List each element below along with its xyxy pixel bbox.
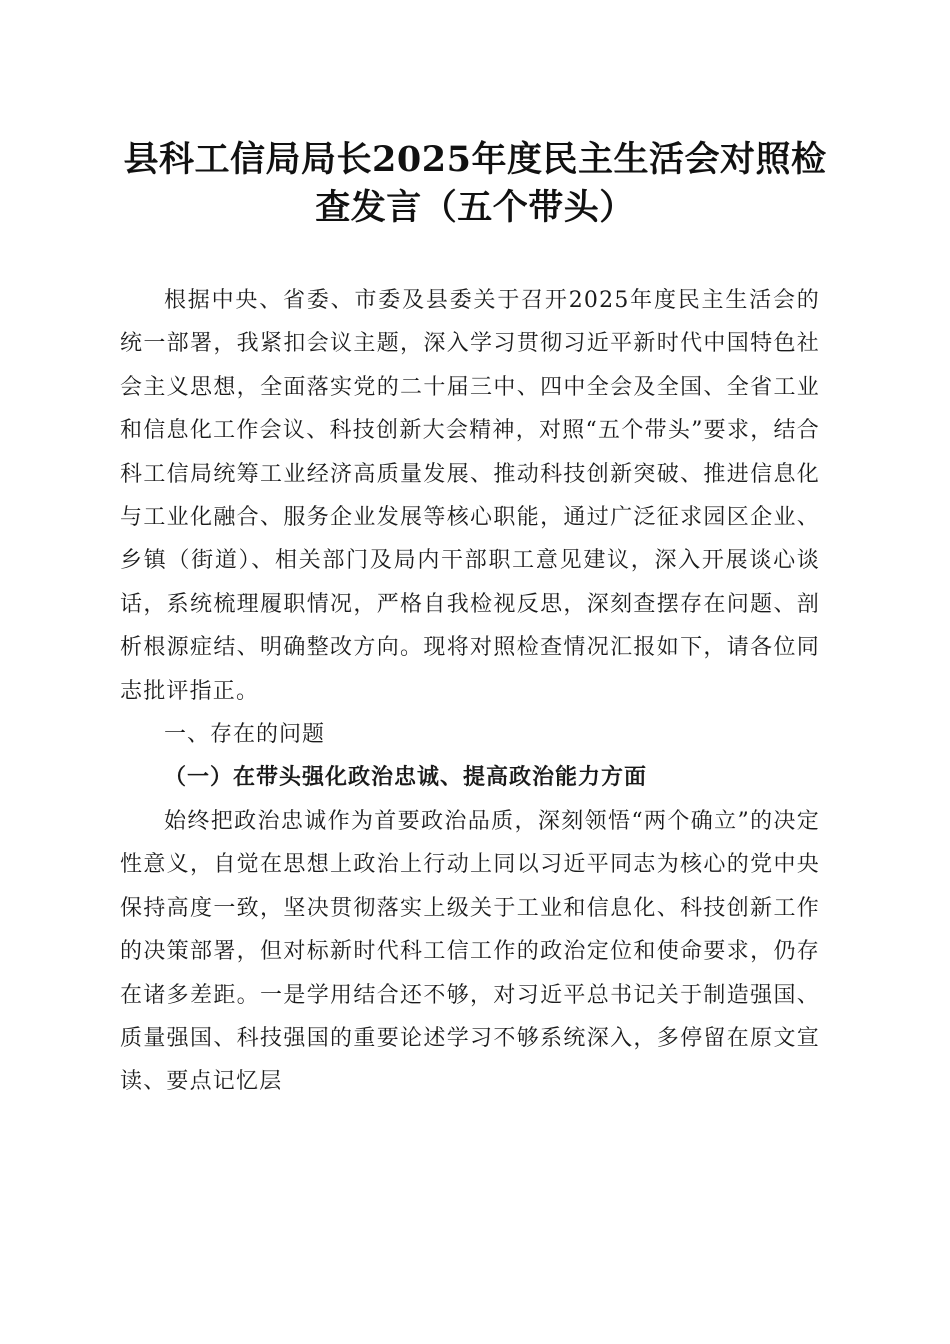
subsection-paragraph: 始终把政治忠诚作为首要政治品质，深刻领悟“两个确立”的决定性意义，自觉在思想上政治上行动上同以习近平同志为核心的党中央保持高度一致，坚决贯彻落实上级关于工业和信息化、科技创新工作的决策部署，但对标新时代科工信工作的政治定位和使命要求，仍存在诸多差距。一是学用结合还不够，对习近平总书记关于制造强国、质量强国、科技强国的重要论述学习不够系统深入，多停留在原文宣读、要点记忆层 <box>120 808 820 1095</box>
title-line-1: 县科工信局局长2025年度民主生活会对照检 <box>123 139 827 180</box>
intro-paragraph: 根据中央、省委、市委及县委关于召开2025年度民主生活会的统一部署，我紧扣会议主题，深入学习贯彻习近平新时代中国特色社会主义思想，全面落实党的二十届三中、四中全会及全国、全省工业和信息化工作会议、科技创新大会精神，对照“五个带头”要求，结合科工信局统筹工业经济高质量发展、推动科技创新突破、推进信息化与工业化融合、服务企业发展等核心职能，通过广泛征求园区企业、乡镇（街道）、相关部门及局内干部职工意见建议，深入开展谈心谈话，系统梳理履职情况，严格自我检视反思，深刻查摆存在问题、剖析根源症结、明确整改方向。现将对照检查情况汇报如下，请各位同志批评指正。 <box>120 288 820 704</box>
document-title <box>100 136 850 232</box>
document-body <box>120 279 820 1104</box>
title-line-2: 查发言（五个带头） <box>315 187 635 228</box>
section-heading: 一、存在的问题 <box>164 722 326 748</box>
subsection-heading: （一）在带头强化政治忠诚、提高政治能力方面 <box>164 764 648 791</box>
